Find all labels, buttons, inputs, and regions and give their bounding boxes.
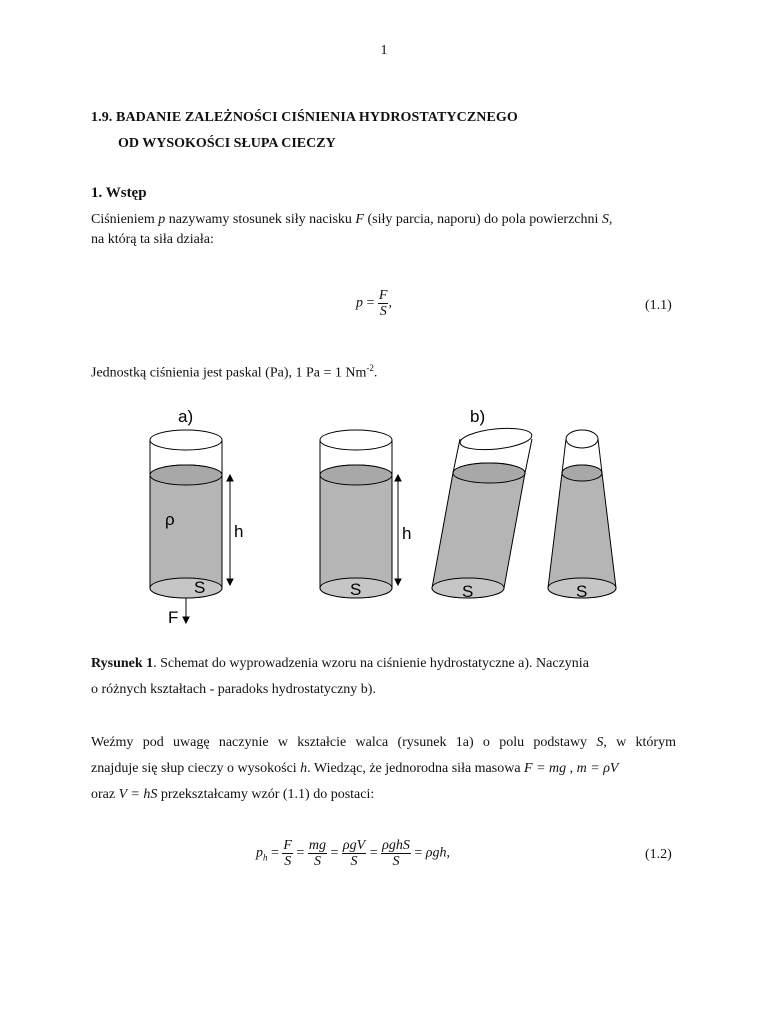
h-label-b: [402, 524, 411, 543]
body-line-2: znajduje się słup cieczy o wysokości h. Wiedząc, że jednorodna siła masowa F = mg , m = ρV: [91, 761, 619, 776]
svg-text:h: h: [234, 522, 244, 541]
chapter-title-line1: 1.9. BADANIE ZALEŻNOŚCI CIŚNIENIA HYDROSTATYCZNEGO: [91, 110, 518, 125]
h-label-a: [234, 522, 243, 541]
body-paragraph: [91, 730, 676, 808]
svg-text:F: F: [168, 608, 179, 627]
svg-text:S: S: [576, 582, 588, 601]
svg-text:a): a): [178, 407, 194, 426]
label-b: [470, 407, 485, 426]
S-label-b2: [462, 582, 473, 601]
caption-line-1: Rysunek 1. Schemat do wyprowadzenia wzoru na ciśnienie hydrostatyczne a). Naczynia: [91, 656, 589, 671]
equation-1-1-number: (1.1): [645, 298, 672, 313]
intro-line-2: na którą ta siła działa:: [91, 232, 214, 247]
caption-line-2: o różnych kształtach - paradoks hydrostatyczny b).: [91, 682, 376, 697]
intro-line-1: Ciśnieniem p nazywamy stosunek siły nacisku F (siły parcia, naporu) do pola powierzchni S,: [91, 212, 613, 227]
body-line-1: Weźmy pod uwagę naczynie w kształcie walca (rysunek 1a) o polu podstawy S, w którym: [91, 735, 676, 750]
S-label-b1: [350, 580, 361, 599]
slanted-cylinder-b2: [432, 425, 533, 598]
body-line-3: oraz V = hS przekształcamy wzór (1.1) do postaci:: [91, 787, 375, 802]
figure-caption: [91, 654, 589, 700]
intro-paragraph: [91, 210, 612, 250]
section-heading: 1. Wstęp: [91, 185, 147, 201]
rho-label: [165, 510, 175, 529]
page-number: 1: [380, 43, 388, 58]
F-label: [168, 608, 178, 627]
cylinder-a: [150, 430, 233, 623]
svg-text:b): b): [470, 407, 486, 426]
svg-text:ρ: ρ: [165, 510, 175, 529]
S-label-a: [194, 578, 205, 597]
cylinder-b1: [320, 430, 401, 598]
equation-1-1: p = $\frac{F}{S}$ ,: [356, 288, 392, 319]
svg-text:S: S: [350, 580, 362, 599]
chapter-title-line2: OD WYSOKOŚCI SŁUPA CIECZY: [118, 136, 336, 151]
figure-1: [120, 395, 630, 635]
equation-1-2-number: (1.2): [645, 847, 672, 862]
tapered-vessel-b3: [548, 430, 616, 598]
label-a: [178, 407, 193, 426]
equation-1-2: $p_h$ = $\frac{F}{S}$ = $\frac{mg}{S}$ = $\frac{\text{ρgV}}{S}$ = $\frac{\text{ρghS}}{S}$ = ρgh,: [256, 838, 450, 869]
S-label-b3: [576, 582, 587, 601]
svg-text:S: S: [194, 578, 206, 597]
svg-text:h: h: [402, 524, 412, 543]
svg-text:S: S: [462, 582, 474, 601]
unit-line: Jednostką ciśnienia jest paskal (Pa), 1 Pa = 1 $Nm^{-2}$.: [91, 363, 378, 381]
